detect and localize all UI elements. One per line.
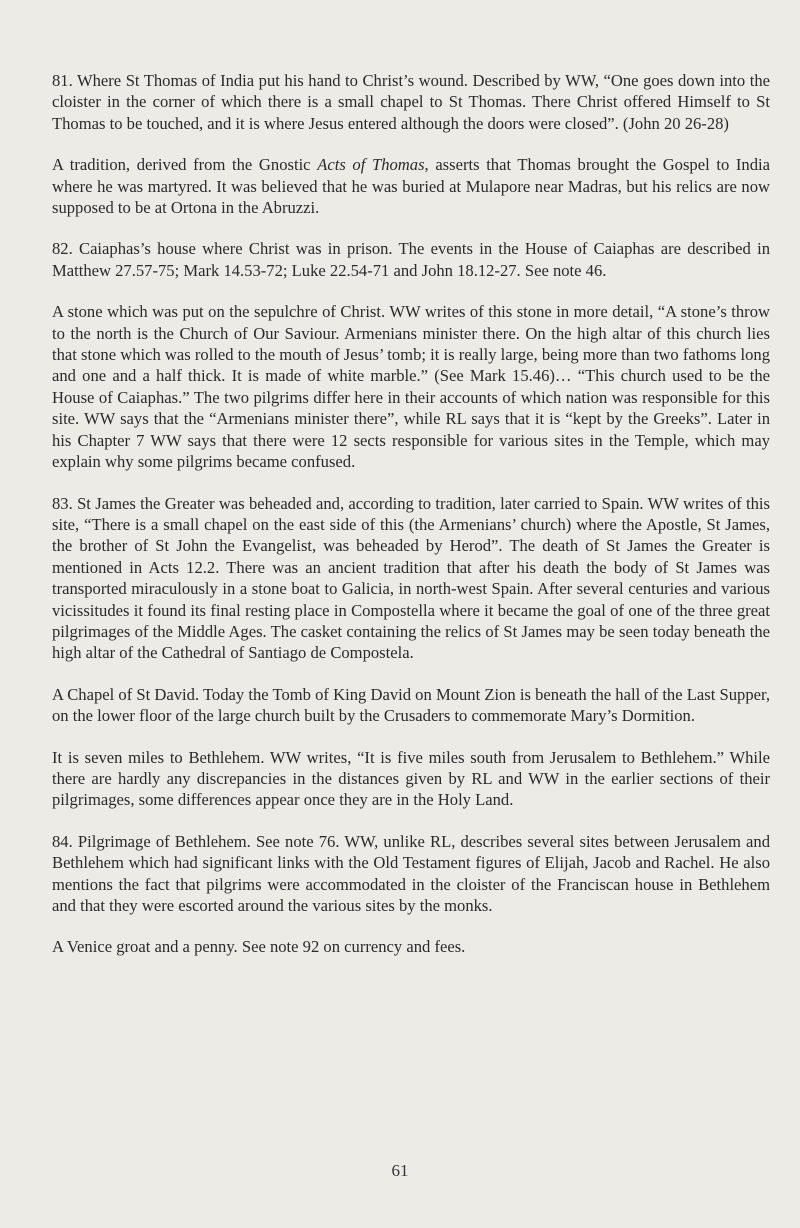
tradition-text-after: , asserts that Thomas brought the Gospel to India where he was martyred. It was believed that he was buried at Mulapore near Madras, but his relics are now supposed to be at Ortona in the Abruzzi. bbox=[52, 155, 770, 218]
tradition-italic-title: Acts of Thomas bbox=[317, 155, 425, 175]
note-82-paragraph: 82. Caiaphas’s house where Christ was in prison. The events in the House of Caiaphas are described in Matthew 27.57-75; Mark 14.53-72; Luke 22.54-71 and John 18.12-27. See note 46. bbox=[52, 239, 770, 280]
stone-paragraph: A stone which was put on the sepulchre of Christ. WW writes of this stone in more detail, “A stone’s throw to the north is the Church of Our Saviour. Armenians minister there. On the high altar of this church lies that stone which was rolled to the mouth of Jesus’ tomb; it is really large, being more than two fathoms long and one and a half thick. It is made of white marble.” (See Mark 15.46)… “This church used to be the House of Caiaphas.” The two pilgrims differ here in their accounts of which nation was responsible for this site. WW says that the “Armenians minister there”, while RL says that it is “kept by the Greeks”. Later in his Chapter 7 WW says that there were 12 sects responsible for various sites in the Temple, which may explain why some pilgrims became confused. bbox=[52, 302, 770, 472]
bethlehem-distance-paragraph: It is seven miles to Bethlehem. WW writes, “It is five miles south from Jerusalem to Bethlehem.” While there are hardly any discrepancies in the distances given by RL and WW in the earlier sections of their pilgrimages, some differences appear once they are in the Holy Land. bbox=[52, 747, 770, 810]
chapel-st-david-paragraph: A Chapel of St David. Today the Tomb of King David on Mount Zion is beneath the hall of the Last Supper, on the lower floor of the large church built by the Crusaders to commemorate Mary’s Dormition. bbox=[52, 684, 770, 726]
page-body bbox=[52, 70, 770, 978]
tradition-paragraph bbox=[52, 154, 770, 218]
venice-groat-paragraph: A Venice groat and a penny. See note 92 on currency and fees. bbox=[52, 937, 466, 957]
note-83-paragraph: 83. St James the Greater was beheaded and, according to tradition, later carried to Spain. WW writes of this site, “There is a small chapel on the east side of this (the Armenians’ church) where the Apostle, St James, the brother of St John the Evangelist, was beheaded by Herod”. The death of St James the Greater is mentioned in Acts 12.2. There was an ancient tradition that after his death the body of St James was transported miraculously in a stone boat to Galicia, in north-west Spain. After several centuries and various vicissitudes it found its final resting place in Compostella where it became the goal of one of the three great pilgrimages of the Middle Ages. The casket containing the relics of St James may be seen today beneath the high altar of the Cathedral of Santiago de Compostela. bbox=[52, 493, 770, 663]
page-number: 61 bbox=[391, 1161, 409, 1180]
note-84-paragraph: 84. Pilgrimage of Bethlehem. See note 76. WW, unlike RL, describes several sites between Jerusalem and Bethlehem which had significant links with the Old Testament figures of Elijah, Jacob and Rachel. He also mentions the fact that pilgrims were accommodated in the cloister of the Franciscan house in Bethlehem and that they were escorted around the various sites by the monks. bbox=[52, 831, 770, 915]
tradition-text-before: A tradition, derived from the Gnostic bbox=[52, 155, 318, 175]
note-81-paragraph: 81. Where St Thomas of India put his hand to Christ’s wound. Described by WW, “One goes down into the cloister in the corner of which there is a small chapel to St Thomas. There Christ offered Himself to St Thomas to be touched, and it is where Jesus entered although the doors were closed”. (John 20 26-28) bbox=[52, 71, 770, 133]
